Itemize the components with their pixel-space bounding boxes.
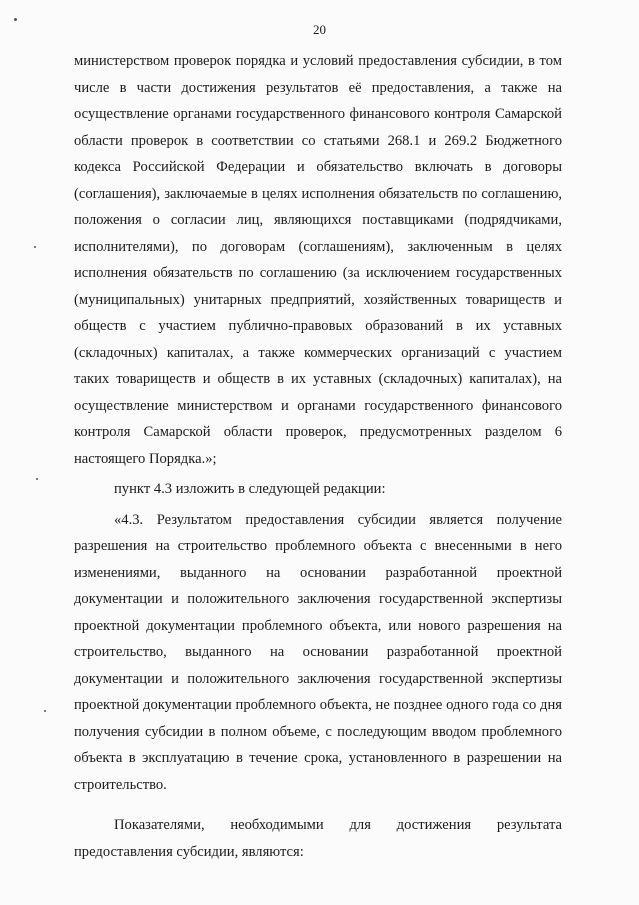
page-number: 20 (313, 22, 326, 37)
paragraph-clause-intro: пункт 4.3 изложить в следующей редакции: (114, 481, 386, 497)
document-body (74, 48, 562, 865)
paragraph-continuation: министерством проверок порядка и условий предоставления субсидии, в том числе в части достижения результатов её предоставления, а также на осуществление органами государственного финансового контроля Самарской области проверок в соответствии со статьями 268.1 и 269.2 Бюджетного кодекса Российской Федерации и обязательство включать в договоры (соглашения), заключаемые в целях исполнения обязательств по соглашению, положения о согласии лиц, являющихся поставщиками (подрядчиками, исполнителями), по договорам (соглашениям), заключенным в целях исполнения обязательств по соглашению (за исключением государственных (муниципальных) унитарных предприятий, хозяйственных товариществ и обществ с участием публично-правовых образований в их уставных (складочных) капиталах, а также коммерческих организаций с участием таких товариществ и обществ в их уставных (складочных) капиталах), на осуществление министерством и органами государственного финансового контроля Самарской области проверок, предусмотренных разделом 6 настоящего Порядка.»; (74, 53, 562, 467)
paragraph-indicators: Показателями, необходимыми для достижения результата предоставления субсидии, являются: (74, 817, 562, 860)
scan-speck (36, 478, 38, 480)
scan-speck (14, 18, 17, 21)
scan-speck (34, 246, 36, 248)
paragraph-clause-body: «4.3. Результатом предоставления субсидии является получение разрешения на строительство проблемного объекта с внесенными в него изменениями, выданного на основании разработанной проектной документации и положительного заключения государственной экспертизы проектной документации проблемного объекта, или нового разрешения на строительство, выданного на основании разработанной проектной документации и положительного заключения государственной экспертизы проектной документации проблемного объекта, не позднее одного года со дня получения субсидии в полном объеме, с последующим вводом проблемного объекта в эксплуатацию в течение срока, установленного в разрешении на строительство. (74, 511, 562, 793)
scan-speck (44, 710, 46, 712)
